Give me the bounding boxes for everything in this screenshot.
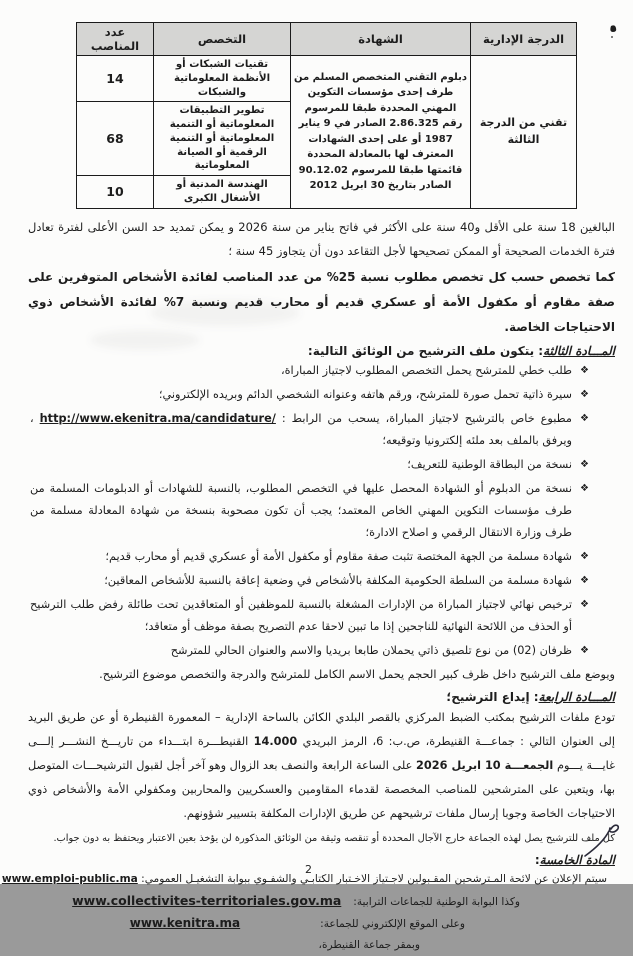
article3-title: المـــادة الثالثة <box>543 343 615 358</box>
bullet-diamond-icon: ❖ <box>580 364 589 376</box>
article3-intro: : يتكون ملف الترشيح من الوثائق التالية: <box>307 343 544 358</box>
portal-line <box>28 890 520 913</box>
envelope-note: ويوضع ملف الترشيح داخل ظرف كبير الحجم يحمل الاسم الكامل للمترشح والدرجة والتخصص موضوع الترشيح. <box>99 667 615 681</box>
doc-item-text: ، ويرفق بالملف بعد ملئه إلكترونيا وتوقيعه؛ <box>30 411 572 447</box>
specialty-cell: تقنيات الشبكات أو الأنظمة المعلوماتية والشبكات <box>154 56 291 102</box>
bullet-diamond-icon: ❖ <box>580 388 589 400</box>
table-header-row <box>77 23 577 56</box>
deadline-date: الجمعـــة 10 ابريل 2026 <box>416 758 554 772</box>
doc-item-text: نسخة من البطاقة الوطنية للتعريف؛ <box>407 457 572 471</box>
collectivites-link: www.collectivites-territoriales.gov.ma <box>72 892 342 908</box>
deposit-text: تودع ملفات الترشيح بمكتب الضبط المركزي بالقصر البلدي الكائن بالساحة الإدارية – المعمورة القنيطرة أو عن طريق البريد إلى العنوان التالي : جماعـــة القنيطرة، ص.ب: 6، الرمز البريدي <box>28 710 615 748</box>
doc-item-text: مطبوع خاص بالترشيح لاجتياز المباراة، يسحب من الرابط : <box>275 411 572 425</box>
specialty-cell: الهندسة المدنية أو الأشغال الكبرى <box>154 176 291 209</box>
announcement-line <box>1 869 607 890</box>
article5-intro: : <box>534 852 540 867</box>
article4-heading <box>28 690 615 704</box>
signature-mark-icon <box>579 818 621 862</box>
article3-heading <box>28 344 615 358</box>
positions-table <box>76 22 577 209</box>
bullet-diamond-icon: ❖ <box>580 550 589 562</box>
positions-cell: 14 <box>77 56 154 102</box>
quota-paragraph: كما تخصص حسب كل تخصص مطلوب نسبة 25% من عدد المناصب لفائدة الأشخاص المتوفرين على صفة مقاوم أو مكفول الأمة أو عسكري قديم أو محارب قديم ونسبة 7% لفائدة الأشخاص ذوي الاحتياجات الخاصة. <box>28 269 615 334</box>
header-specialty: التخصص <box>154 23 291 56</box>
doc-item-text: ظرفان (02) من نوع تلصيق ذاتي يحملان طابعا بريديا والاسم والعنوان الحالي للمترشح <box>170 643 572 657</box>
doc-item-form <box>30 408 589 452</box>
certificate-cell: دبلوم التقني المتخصص المسلم من طرف إحدى مؤسسات التكوين المهني المحددة طبقا للمرسوم رقم 2.86.325 الصادر في 9 يناير 1987 أو على إحدى الشهادات المعترف لها بالمعادلة المحددة قائمتها طبقا للمرسوم 90.12.02 الصادر بتاريخ 30 ابريل 2012 <box>291 56 471 209</box>
bullet-diamond-icon: ❖ <box>580 644 589 656</box>
candidature-link: http://www.ekenitra.ma/candidature/ <box>39 411 276 425</box>
doc-item-text: سيرة ذاتية تحمل صورة للمترشح، ورقم هاتفه وعنوانه الشخصي الدائم وبريده الإلكتروني؛ <box>158 387 572 401</box>
header-grade: الدرجة الإدارية <box>471 23 577 56</box>
header-certificate: الشهادة <box>291 23 471 56</box>
positions-cell: 10 <box>77 176 154 209</box>
page-number: 2 <box>305 863 312 876</box>
doc-item-text: شهادة مسلمة من الجهة المختصة تثبت صفة مقاوم أو مكفول الأمة أو عسكري قديم أو محارب قديم؛ <box>105 549 572 563</box>
bullet-diamond-icon: ❖ <box>580 412 589 424</box>
specialty-cell: تطوير التطبيقات المعلوماتية أو التنمية المعلوماتية أو التنمية الرقمية أو الصيانة المعلوماتية <box>154 102 291 176</box>
article4-intro: : إيداع الترشيح؛ <box>446 689 539 704</box>
site-text: وعلى الموقع الإلكتروني للجماعة: <box>320 917 465 930</box>
doc-item-veteran-cert <box>30 546 589 568</box>
bullet-diamond-icon: ❖ <box>580 482 589 494</box>
deposit-paragraph <box>28 706 615 826</box>
doc-item-envelopes <box>30 640 589 662</box>
bullet-diamond-icon: ❖ <box>580 458 589 470</box>
doc-item-text: شهادة مسلمة من السلطة الحكومية المكلفة بالأشخاص في وضعية إعاقة بالنسبة للأشخاص المعاقين؛ <box>104 573 572 587</box>
article4-title: المـــادة الرابعة <box>538 689 615 704</box>
doc-item-cv <box>30 384 589 406</box>
deposit-text: القنيطـــرة ابتـــداء من تاريـــخ النشـــر إلـــى غايـــة يـــوم <box>28 734 615 772</box>
grade-cell: تقني من الدرجة الثالثة <box>471 56 577 209</box>
doc-item-text: ترخيص نهائي لاجتياز المباراة من الإدارات المشغلة بالنسبة للموظفين أو المتعاقدين تحت طائلة رفض طلب الترشيح أو الحذف من اللائحة النهائية للناجحين إذا ما تبين لاحقا عدم التصريح بصفة موظف أو متعاقد؛ <box>30 597 572 633</box>
portal-text: وكذا البوابة الوطنية للجماعات الترابية: <box>353 895 520 908</box>
kenitra-link: www.kenitra.ma <box>129 915 241 930</box>
seat-line <box>28 935 420 956</box>
article5-title: المادة الخامسة <box>539 852 615 867</box>
postal-code: 14.000 <box>253 734 298 748</box>
doc-item-text: طلب خطي للمترشح يحمل التخصص المطلوب لاجتياز المباراة، <box>280 363 572 377</box>
doc-item-id-card <box>30 454 589 476</box>
required-documents-list <box>28 360 615 662</box>
bullet-diamond-icon: ❖ <box>580 574 589 586</box>
doc-item-request <box>30 360 589 382</box>
announcement-text: سيتم الإعلان عن لائحة المـترشحين المقـبولين لاجـتياز الاخـتبار الكتابـي والشفـوي ببوابة التشغيـل العمومي: <box>137 872 607 885</box>
header-positions: عدد المناصب <box>77 23 154 56</box>
table-row <box>77 56 577 102</box>
emploi-public-link: www.emploi-public.ma <box>1 872 138 885</box>
late-file-note: كل ملف للترشيح يصل لهذه الجماعة خارج الآجال المحددة أو تنقصه وثيقة من الوثائق المذكورة لن يؤخذ بعين الاعتبار ويحتفظ به دون جواب. <box>53 832 615 844</box>
site-line <box>28 913 465 935</box>
doc-item-text: نسخة من الدبلوم أو الشهادة المحصل عليها في التخصص المطلوب، بالنسبة للشهادات أو الدبلومات المسلمة من طرف مؤسسات التكوين المهني الخاص المعتمد؛ يجب أن تكون مصحوبة بنسخة من شهادة المعادلة مسلمة من طرف وزارة الانتقال الرقمي و اصلاح الادارة؛ <box>30 481 572 539</box>
deposit-text: على الساعة الرابعة والنصف بعد الزوال وهو آخر أجل لقبول الترشيحـــات المتوصل بها، ويتعين على المترشحين للمناصب المخصصة لقدماء المقاومين والعسكريين والمحاربين ومكفولي الأمة والأشخاص ذوي الاحتياجات الخاصة وجوبا إرسال ملفات ترشيحهم عن طريق الإدارات المكلفة بتسيير شؤونهم. <box>28 758 615 820</box>
positions-cell: 68 <box>77 102 154 176</box>
doc-item-authorization <box>30 594 589 638</box>
doc-item-diploma <box>30 478 589 544</box>
article5-heading <box>28 853 615 867</box>
bullet-diamond-icon: ❖ <box>580 598 589 610</box>
age-condition-paragraph: البالغين 18 سنة على الأقل و40 سنة على الأكثر في فاتح يناير من سنة 2026 و يمكن تمديد حد السن الأعلى لفترة تعادل فترة الخدمات الصحيحة أو الممكن تصحيحها لأجل التقاعد دون أن يتجاوز 45 سنة ؛ <box>28 219 615 258</box>
doc-item-disability-cert <box>30 570 589 592</box>
seat-text: وبمقر جماعة القنيطرة، <box>318 938 420 951</box>
